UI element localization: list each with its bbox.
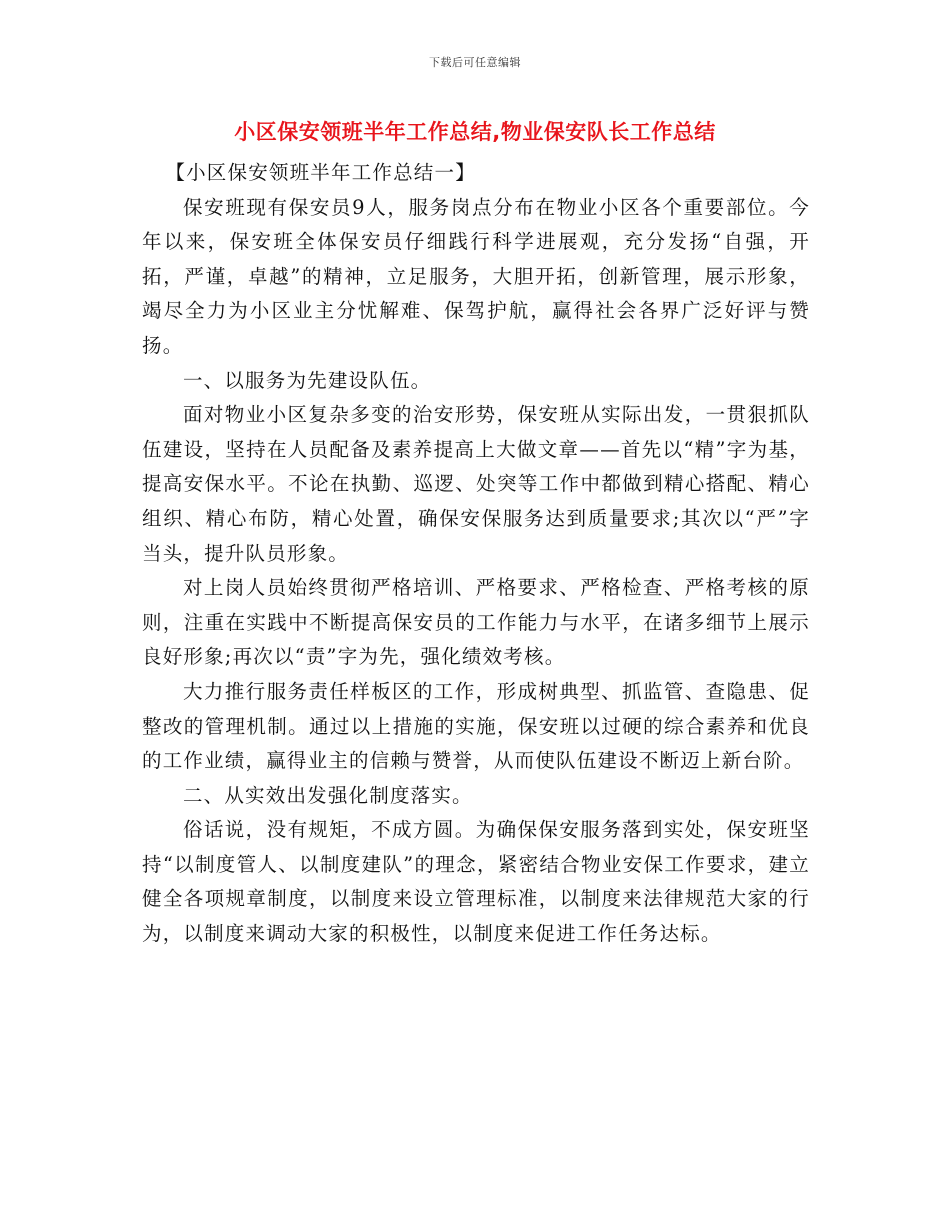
heading-two: 二、从实效出发强化制度落实。	[182, 783, 473, 807]
section-heading: 【小区保安领班半年工作总结一】	[165, 161, 476, 184]
paragraph: 对上岗人员始终贯彻严格培训、严格要求、严格检查、严格考核的原则，注重在实践中不断提高保安员的工作能力与水平，在诸多细节上展示良好形象;再次以“责”字为先，强化绩效考核。	[142, 576, 810, 669]
paragraph-intro: 保安班现有保安员9人，服务岗点分布在物业小区各个重要部位。今年以来，保安班全体保安员仔细践行科学进展观，充分发扬“自强，开拓，严谨，卓越”的精神，立足服务，大胆开拓，创新管理，展示形象，竭尽全力为小区业主分忧解难、保驾护航，赢得社会各界广泛好评与赞扬。	[142, 195, 810, 357]
paragraph: 大力推行服务责任样板区的工作，形成树典型、抓监管、查隐患、促整改的管理机制。通过以上措施的实施，保安班以过硬的综合素养和优良的工作业绩，赢得业主的信赖与赞誉，从而使队伍建设不断迈上新台阶。	[142, 679, 810, 773]
paragraph: 俗话说，没有规矩，不成方圆。为确保保安服务落到实处，保安班坚持“以制度管人、以制度建队”的理念，紧密结合物业安保工作要求，建立健全各项规章制度，以制度来设立管理标准，以制度来法律规范大家的行为，以制度来调动大家的积极性，以制度来促进工作任务达标。	[142, 818, 810, 946]
header-note: 下载后可任意编辑	[429, 56, 521, 69]
document-title: 小区保安领班半年工作总结,物业保安队长工作总结	[234, 120, 716, 144]
document-body	[142, 156, 810, 952]
heading-one: 一、以服务为先建设队伍。	[182, 368, 432, 392]
paragraph: 面对物业小区复杂多变的治安形势，保安班从实际出发，一贯狠抓队伍建设，坚持在人员配备及素养提高上大做文章——首先以“精”字为基，提高安保水平。不论在执勤、巡逻、处突等工作中都做到精心搭配、精心组织、精心布防，精心处置，确保安保服务达到质量要求;其次以“严”字当头，提升队员形象。	[142, 403, 810, 565]
